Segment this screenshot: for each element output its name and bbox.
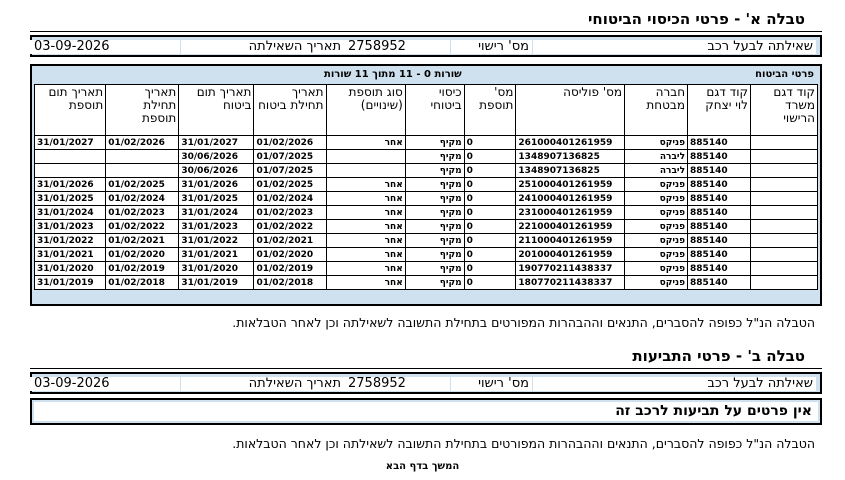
table-cell: 31/01/2026	[35, 178, 106, 192]
column-header: מס' תוספת	[464, 85, 516, 136]
column-header: קוד דגם משרד הרישוי	[750, 85, 817, 136]
owner-query-label: שאילתה לבעל רכב	[533, 40, 816, 54]
insurance-section-title: פרטי הביטוח	[755, 69, 814, 80]
table-cell: פניקס	[625, 248, 688, 262]
table-cell: 01/02/2023	[106, 206, 179, 220]
query-date-label: תאריך השאילתה	[181, 40, 344, 54]
column-header: קוד דגם לוי יצחק	[688, 85, 751, 136]
table-cell: 01/02/2021	[106, 234, 179, 248]
table-row	[35, 178, 818, 192]
table-cell: 885140	[688, 164, 751, 178]
table-cell: 261000401261959	[516, 136, 625, 150]
table-cell	[750, 234, 817, 248]
table-cell: 01/02/2026	[106, 136, 179, 150]
table-cell	[106, 150, 179, 164]
table-cell: 885140	[688, 276, 751, 290]
table-b-title: טבלה ב' - פרטי התביעות	[632, 347, 805, 365]
column-header: תאריך תום ביטוח	[179, 85, 254, 136]
table-cell: 31/01/2022	[35, 234, 106, 248]
table-cell: מקיף	[405, 206, 464, 220]
license-value: 2758952	[344, 377, 450, 391]
no-claims-box	[30, 398, 822, 425]
table-cell: מקיף	[405, 220, 464, 234]
table-cell	[750, 136, 817, 150]
query-date-label: תאריך השאילתה	[181, 377, 344, 391]
table-cell	[106, 164, 179, 178]
rows-count: שורות 0 - 11 מתוך 11 שורות	[324, 69, 462, 80]
continued-footer: המשך בדף הבא	[385, 461, 460, 472]
table-cell: 31/01/2020	[179, 262, 254, 276]
table-cell: מקיף	[405, 192, 464, 206]
table-cell: 31/01/2024	[179, 206, 254, 220]
table-cell: 31/01/2019	[179, 276, 254, 290]
table-cell: פניקס	[625, 206, 688, 220]
table-cell: 231000401261959	[516, 206, 625, 220]
table-cell: מקיף	[405, 262, 464, 276]
table-header-row	[35, 85, 818, 136]
table-cell: 0	[464, 234, 516, 248]
table-cell	[35, 150, 106, 164]
table-cell: ליברה	[625, 164, 688, 178]
query-date-value: 03-09-2026	[30, 40, 180, 54]
table-cell: מקיף	[405, 150, 464, 164]
table-cell: 31/01/2026	[179, 178, 254, 192]
table-row	[35, 150, 818, 164]
table-cell: 01/07/2025	[254, 150, 326, 164]
table-cell: אחר	[326, 192, 405, 206]
table-cell: אחר	[326, 276, 405, 290]
table-b-note: הטבלה הנ"ל כפופה להסברים, התנאים וההבהרות המפורטים בתחילת התשובה לשאילתה וכן לאחר הטבלאות.	[232, 436, 815, 451]
column-header: כיסוי ביטוחי	[405, 85, 464, 136]
table-cell: 01/02/2023	[254, 206, 326, 220]
table-cell	[750, 178, 817, 192]
table-cell: פניקס	[625, 178, 688, 192]
table-cell	[750, 262, 817, 276]
table-cell: 0	[464, 276, 516, 290]
table-cell	[750, 164, 817, 178]
insurance-section-header	[34, 68, 818, 82]
table-cell: 201000401261959	[516, 248, 625, 262]
insurance-section	[30, 64, 822, 306]
table-b-info-box	[30, 372, 822, 394]
license-label: מס' רישוי	[451, 377, 532, 391]
table-cell: 0	[464, 262, 516, 276]
insurance-table	[34, 84, 818, 290]
table-cell: 885140	[688, 192, 751, 206]
table-cell: 30/06/2026	[179, 150, 254, 164]
table-cell: 0	[464, 220, 516, 234]
table-cell: אחר	[326, 136, 405, 150]
table-cell: 01/02/2020	[254, 248, 326, 262]
table-cell: 0	[464, 164, 516, 178]
table-cell: 31/01/2022	[179, 234, 254, 248]
table-cell	[750, 248, 817, 262]
table-cell: 01/07/2025	[254, 164, 326, 178]
table-cell: פניקס	[625, 276, 688, 290]
divider	[30, 368, 822, 369]
table-row	[35, 136, 818, 150]
table-cell: 31/01/2027	[35, 136, 106, 150]
table-cell: 251000401261959	[516, 178, 625, 192]
table-cell: אחר	[326, 178, 405, 192]
column-header: תאריך תום תוספת	[35, 85, 106, 136]
table-a-info-box	[30, 35, 822, 57]
no-claims-message: אין פרטים על תביעות לרכב זה	[34, 402, 818, 421]
table-cell: 0	[464, 248, 516, 262]
table-cell: 190770211438337	[516, 262, 625, 276]
table-cell: אחר	[326, 206, 405, 220]
table-cell: 885140	[688, 262, 751, 276]
table-cell: 180770211438337	[516, 276, 625, 290]
table-cell: מקיף	[405, 234, 464, 248]
table-cell	[750, 220, 817, 234]
table-cell: אחר	[326, 220, 405, 234]
table-cell: פניקס	[625, 234, 688, 248]
table-row	[35, 192, 818, 206]
table-cell: 01/02/2021	[254, 234, 326, 248]
table-cell: מקיף	[405, 164, 464, 178]
license-value: 2758952	[344, 40, 450, 54]
table-cell: אחר	[326, 234, 405, 248]
divider	[30, 31, 822, 32]
table-cell: 01/02/2018	[106, 276, 179, 290]
table-cell: פניקס	[625, 262, 688, 276]
table-cell: 221000401261959	[516, 220, 625, 234]
table-cell	[750, 206, 817, 220]
column-header: מס' פוליסה	[516, 85, 625, 136]
table-cell: 31/01/2021	[35, 248, 106, 262]
table-cell: 01/02/2019	[106, 262, 179, 276]
table-cell: 0	[464, 206, 516, 220]
table-cell: 01/02/2024	[106, 192, 179, 206]
table-body	[35, 136, 818, 290]
table-cell: מקיף	[405, 178, 464, 192]
table-row	[35, 276, 818, 290]
table-cell: 0	[464, 150, 516, 164]
table-cell	[750, 150, 817, 164]
table-cell: 01/02/2022	[106, 220, 179, 234]
table-row	[35, 248, 818, 262]
table-cell	[326, 150, 405, 164]
table-a-title: טבלה א' - פרטי הכיסוי הביטוחי	[588, 10, 805, 28]
query-date-value: 03-09-2026	[30, 377, 180, 391]
table-a-note: הטבלה הנ"ל כפופה להסברים, התנאים וההבהרות המפורטים בתחילת התשובה לשאילתה וכן לאחר הטבלאות.	[232, 315, 815, 330]
table-cell: 01/02/2020	[106, 248, 179, 262]
table-cell	[750, 192, 817, 206]
table-cell: 0	[464, 178, 516, 192]
table-cell: 241000401261959	[516, 192, 625, 206]
table-cell: 31/01/2024	[35, 206, 106, 220]
table-cell: 30/06/2026	[179, 164, 254, 178]
table-row	[35, 262, 818, 276]
column-header: סוג תוספת (שינויים)	[326, 85, 405, 136]
table-cell: פניקס	[625, 192, 688, 206]
table-cell: 01/02/2018	[254, 276, 326, 290]
table-cell: מקיף	[405, 136, 464, 150]
table-cell: 31/01/2023	[35, 220, 106, 234]
table-cell: 01/02/2025	[254, 178, 326, 192]
table-cell: מקיף	[405, 248, 464, 262]
license-label: מס' רישוי	[451, 40, 532, 54]
column-header: חברה מבטחת	[625, 85, 688, 136]
table-cell: 31/01/2023	[179, 220, 254, 234]
table-cell: 31/01/2021	[179, 248, 254, 262]
table-cell: 01/02/2019	[254, 262, 326, 276]
table-cell: 01/02/2022	[254, 220, 326, 234]
table-cell: 885140	[688, 206, 751, 220]
table-cell: 885140	[688, 220, 751, 234]
column-header: תאריך תחילת תוספת	[106, 85, 179, 136]
table-cell: 31/01/2025	[35, 192, 106, 206]
table-cell: 885140	[688, 234, 751, 248]
table-row	[35, 220, 818, 234]
table-cell	[35, 164, 106, 178]
table-cell: מקיף	[405, 276, 464, 290]
table-cell: 0	[464, 192, 516, 206]
table-cell: פניקס	[625, 220, 688, 234]
table-cell: 31/01/2025	[179, 192, 254, 206]
table-row	[35, 234, 818, 248]
table-cell: 885140	[688, 150, 751, 164]
table-cell: אחר	[326, 262, 405, 276]
table-cell: 885140	[688, 248, 751, 262]
table-cell	[326, 164, 405, 178]
table-cell: פניקס	[625, 136, 688, 150]
table-cell: 211000401261959	[516, 234, 625, 248]
table-cell: 01/02/2024	[254, 192, 326, 206]
table-cell: 1348907136825	[516, 164, 625, 178]
owner-query-label: שאילתה לבעל רכב	[533, 377, 816, 391]
table-row	[35, 164, 818, 178]
table-cell: 31/01/2027	[179, 136, 254, 150]
table-cell: אחר	[326, 248, 405, 262]
table-cell: 01/02/2026	[254, 136, 326, 150]
table-cell: 31/01/2020	[35, 262, 106, 276]
table-cell	[750, 276, 817, 290]
table-row	[35, 206, 818, 220]
table-cell: 01/02/2025	[106, 178, 179, 192]
table-cell: 885140	[688, 178, 751, 192]
table-cell: 1348907136825	[516, 150, 625, 164]
table-cell: 31/01/2019	[35, 276, 106, 290]
table-cell: ליברה	[625, 150, 688, 164]
table-cell: 0	[464, 136, 516, 150]
table-cell: 885140	[688, 136, 751, 150]
column-header: תאריך תחילת ביטוח	[254, 85, 326, 136]
